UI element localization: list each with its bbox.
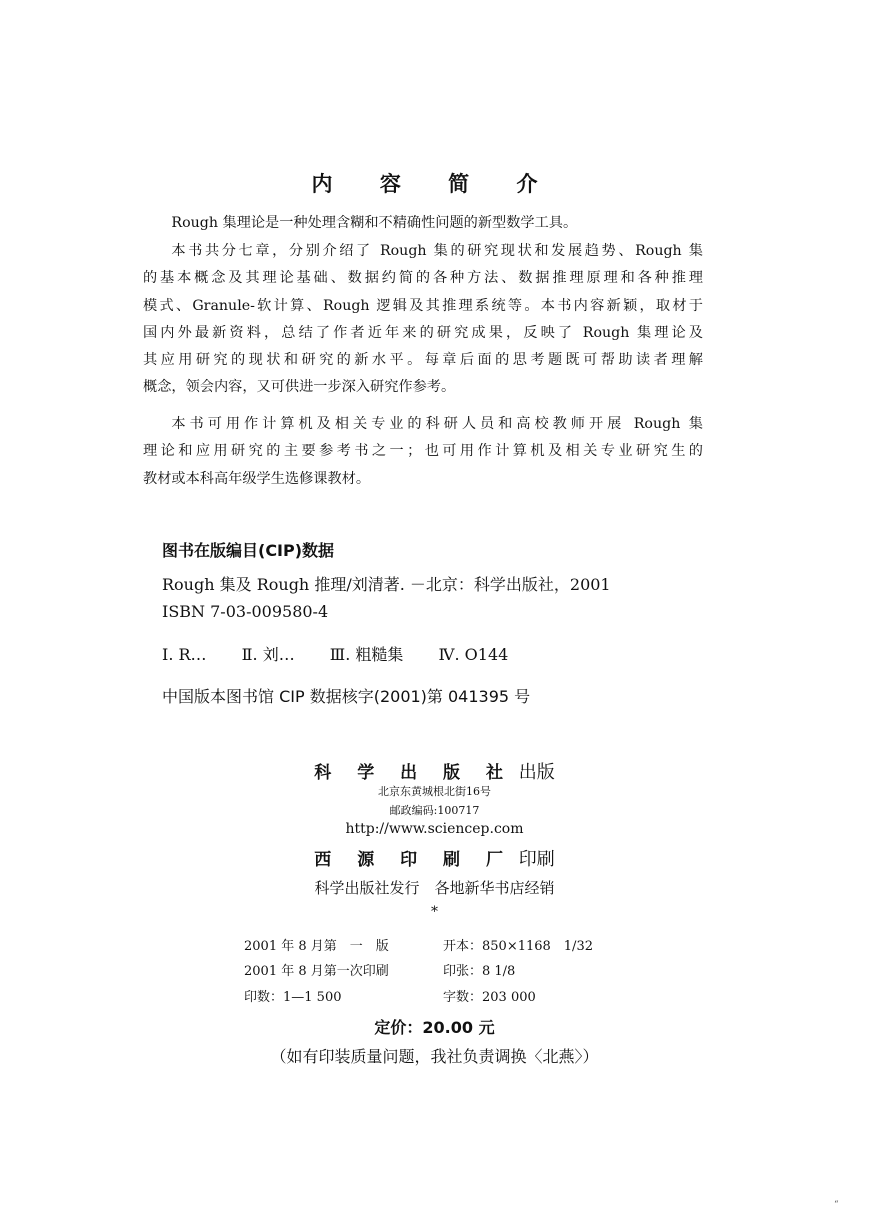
printer-line (0, 845, 869, 871)
cip-verification: 中国版本图书馆 CIP 数据核字(2001)第 041395 号 (162, 687, 531, 706)
publisher-line (0, 758, 869, 784)
spec-words: 字数：203 000 (443, 990, 536, 1005)
distribution: 科学出版社发行 各地新华书店经销 (314, 879, 555, 897)
printer-role: 印刷 (518, 849, 555, 870)
cip-record: Rough 集及 Rough 推理/刘清著. －北京：科学出版社，2001 (162, 575, 611, 594)
separator-star: * (431, 904, 438, 920)
printer-logo: 西 源 印 刷 厂 (314, 850, 513, 870)
spec-edition: 2001 年 8 月第 一 版 (244, 939, 389, 954)
publisher-logo: 科 学 出 版 社 (314, 763, 513, 783)
cip-class-2: Ⅱ. 刘… (241, 645, 295, 664)
cip-heading: 图书在版编目(CIP)数据 (162, 541, 335, 560)
publisher-address: 北京东黄城根北街16号 (378, 785, 491, 798)
spec-sheets: 印张：8 1/8 (443, 964, 516, 979)
page-title: 内 容 简 介 (311, 171, 558, 196)
cip-isbn: ISBN 7-03-009580-4 (162, 602, 329, 621)
intro-paragraph-3 (143, 411, 703, 493)
cip-class-3: Ⅲ. 粗糙集 (329, 645, 404, 664)
intro-p2-line-6: 概念，领会内容，又可供进一步深入研究作参考。 (143, 379, 456, 396)
spec-printing: 2001 年 8 月第一次印刷 (244, 964, 389, 979)
price: 定价：20.00 元 (374, 1018, 495, 1037)
intro-p2-line-2: 的基本概念及其理论基础、数据约简的各种方法、数据推理原理和各种推理 (143, 270, 703, 287)
intro-p2-line-3: 模式、Granule-软计算、Rough 逻辑及其推理系统等。本书内容新颖，取材于 (143, 297, 703, 314)
spec-copies: 印数：1—1 500 (244, 990, 342, 1005)
intro-paragraph-1 (143, 210, 703, 237)
intro-p3-line-3: 教材或本科高年级学生选修课教材。 (143, 470, 371, 487)
intro-p3-line-1: 本书可用作计算机及相关专业的科研人员和高校教师开展 Rough 集 (171, 416, 703, 432)
corner-mark: “ (834, 1200, 839, 1210)
publisher-url: http://www.sciencep.com (345, 821, 524, 837)
publisher-role: 出版 (518, 762, 555, 783)
intro-p2-line-5: 其应用研究的现状和研究的新水平。每章后面的思考题既可帮助读者理解 (143, 352, 703, 369)
cip-classification (162, 642, 538, 665)
spec-format: 开本：850×1168 1/32 (443, 939, 593, 954)
intro-p1: Rough 集理论是一种处理含糊和不精确性问题的新型数学工具。 (171, 215, 578, 231)
quality-note: （如有印装质量问题，我社负责调换〈北燕〉） (270, 1047, 599, 1066)
intro-p2-line-1: 本书共分七章，分别介绍了 Rough 集的研究现状和发展趋势、Rough 集 (171, 243, 703, 259)
publisher-postcode: 邮政编码:100717 (389, 804, 480, 817)
intro-paragraph-2 (143, 238, 703, 402)
intro-p2-line-4: 国内外最新资料，总结了作者近年来的研究成果，反映了 Rough 集理论及 (143, 324, 703, 341)
intro-p3-line-2: 理论和应用研究的主要参考书之一；也可用作计算机及相关专业研究生的 (143, 443, 703, 460)
cip-class-1: Ⅰ. R… (162, 645, 207, 664)
cip-class-4: Ⅳ. O144 (438, 645, 509, 664)
